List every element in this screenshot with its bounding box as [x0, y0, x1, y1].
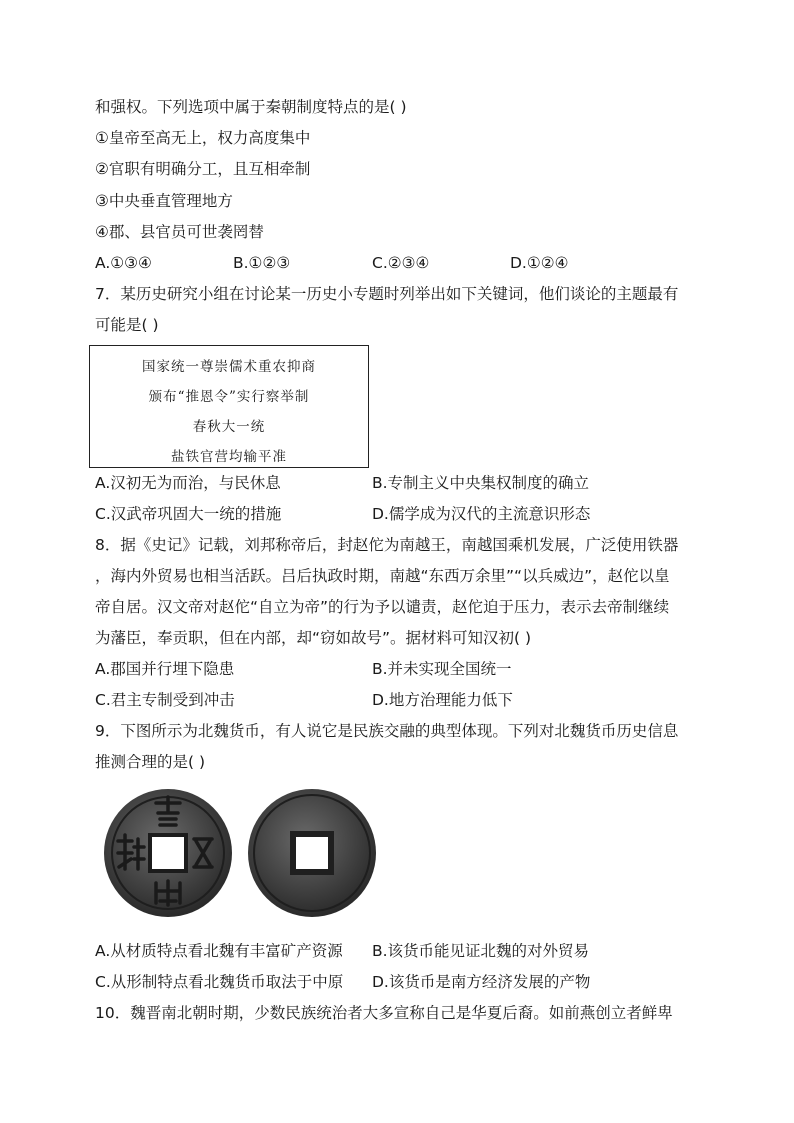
q7-option-c: C.汉武帝巩固大一统的措施 [95, 505, 282, 523]
keyword-line-4: 盐铁官营均输平准 [171, 449, 287, 465]
q9-option-b: B.该货币能见证北魏的对外贸易 [372, 942, 590, 960]
coin-reverse [248, 789, 376, 917]
q7-stem-line-1: 7．某历史研究小组在讨论某一历史小专题时列举出如下关键词，他们谈论的主题最有 [95, 285, 679, 303]
q7-option-a: A.汉初无为而治，与民休息 [95, 474, 281, 492]
q8-stem-line-4: 为藩臣，奉贡职，但在内部，却“窃如故号”。据材料可知汉初( ) [95, 629, 532, 647]
q10-stem-line-1: 10．魏晋南北朝时期，少数民族统治者大多宣称自己是华夏后裔。如前燕创立者鲜卑 [95, 1004, 673, 1022]
q6-item-1: ①皇帝至高无上，权力高度集中 [95, 129, 311, 147]
q8-option-d: D.地方治理能力低下 [372, 691, 513, 709]
keyword-line-3: 春秋大一统 [192, 419, 266, 435]
q7-option-b: B.专制主义中央集权制度的确立 [372, 474, 590, 492]
q7-keyword-box [89, 345, 369, 468]
q6-option-a: A.①③④ [95, 254, 152, 272]
q9-option-a: A.从材质特点看北魏有丰富矿产资源 [95, 942, 343, 960]
northern-wei-coins-image [100, 783, 385, 923]
q8-stem-line-1: 8．据《史记》记载，刘邦称帝后，封赵佗为南越王，南越国乘机发展，广泛使用铁器 [95, 536, 679, 554]
coin-obverse [104, 789, 232, 917]
keyword-line-1: 国家统一尊崇儒术重农抑商 [142, 359, 316, 375]
q8-option-b: B.并未实现全国统一 [372, 660, 512, 678]
q6-item-4: ④郡、县官员可世袭罔替 [95, 223, 264, 241]
q6-item-3: ③中央垂直管理地方 [95, 192, 233, 210]
q8-stem-line-3: 帝自居。汉文帝对赵佗“自立为帝”的行为予以谴责，赵佗迫于压力，表示去帝制继续 [95, 598, 670, 616]
q6-item-2: ②官职有明确分工，且互相牵制 [95, 160, 311, 178]
q9-option-c: C.从形制特点看北魏货币取法于中原 [95, 973, 344, 991]
q6-stem-tail: 和强权。下列选项中属于秦朝制度特点的是( ) [95, 98, 407, 116]
q6-option-d: D.①②④ [510, 254, 569, 272]
q7-option-d: D.儒学成为汉代的主流意识形态 [372, 505, 591, 523]
q7-stem-line-2: 可能是( ) [95, 316, 159, 334]
q9-option-d: D.该货币是南方经济发展的产物 [372, 973, 591, 991]
keyword-line-2: 颁布“推恩令”实行察举制 [148, 389, 310, 405]
q9-stem-line-2: 推测合理的是( ) [95, 753, 206, 771]
q6-option-b: B.①②③ [233, 254, 291, 272]
q6-option-c: C.②③④ [372, 254, 430, 272]
q8-option-a: A.郡国并行埋下隐患 [95, 660, 235, 678]
q8-option-c: C.君主专制受到冲击 [95, 691, 235, 709]
q9-stem-line-1: 9．下图所示为北魏货币，有人说它是民族交融的典型体现。下列对北魏货币历史信息 [95, 722, 679, 740]
q8-stem-line-2: ，海内外贸易也相当活跃。吕后执政时期，南越“东西万余里”“以兵威边”，赵佗以皇 [95, 567, 670, 585]
